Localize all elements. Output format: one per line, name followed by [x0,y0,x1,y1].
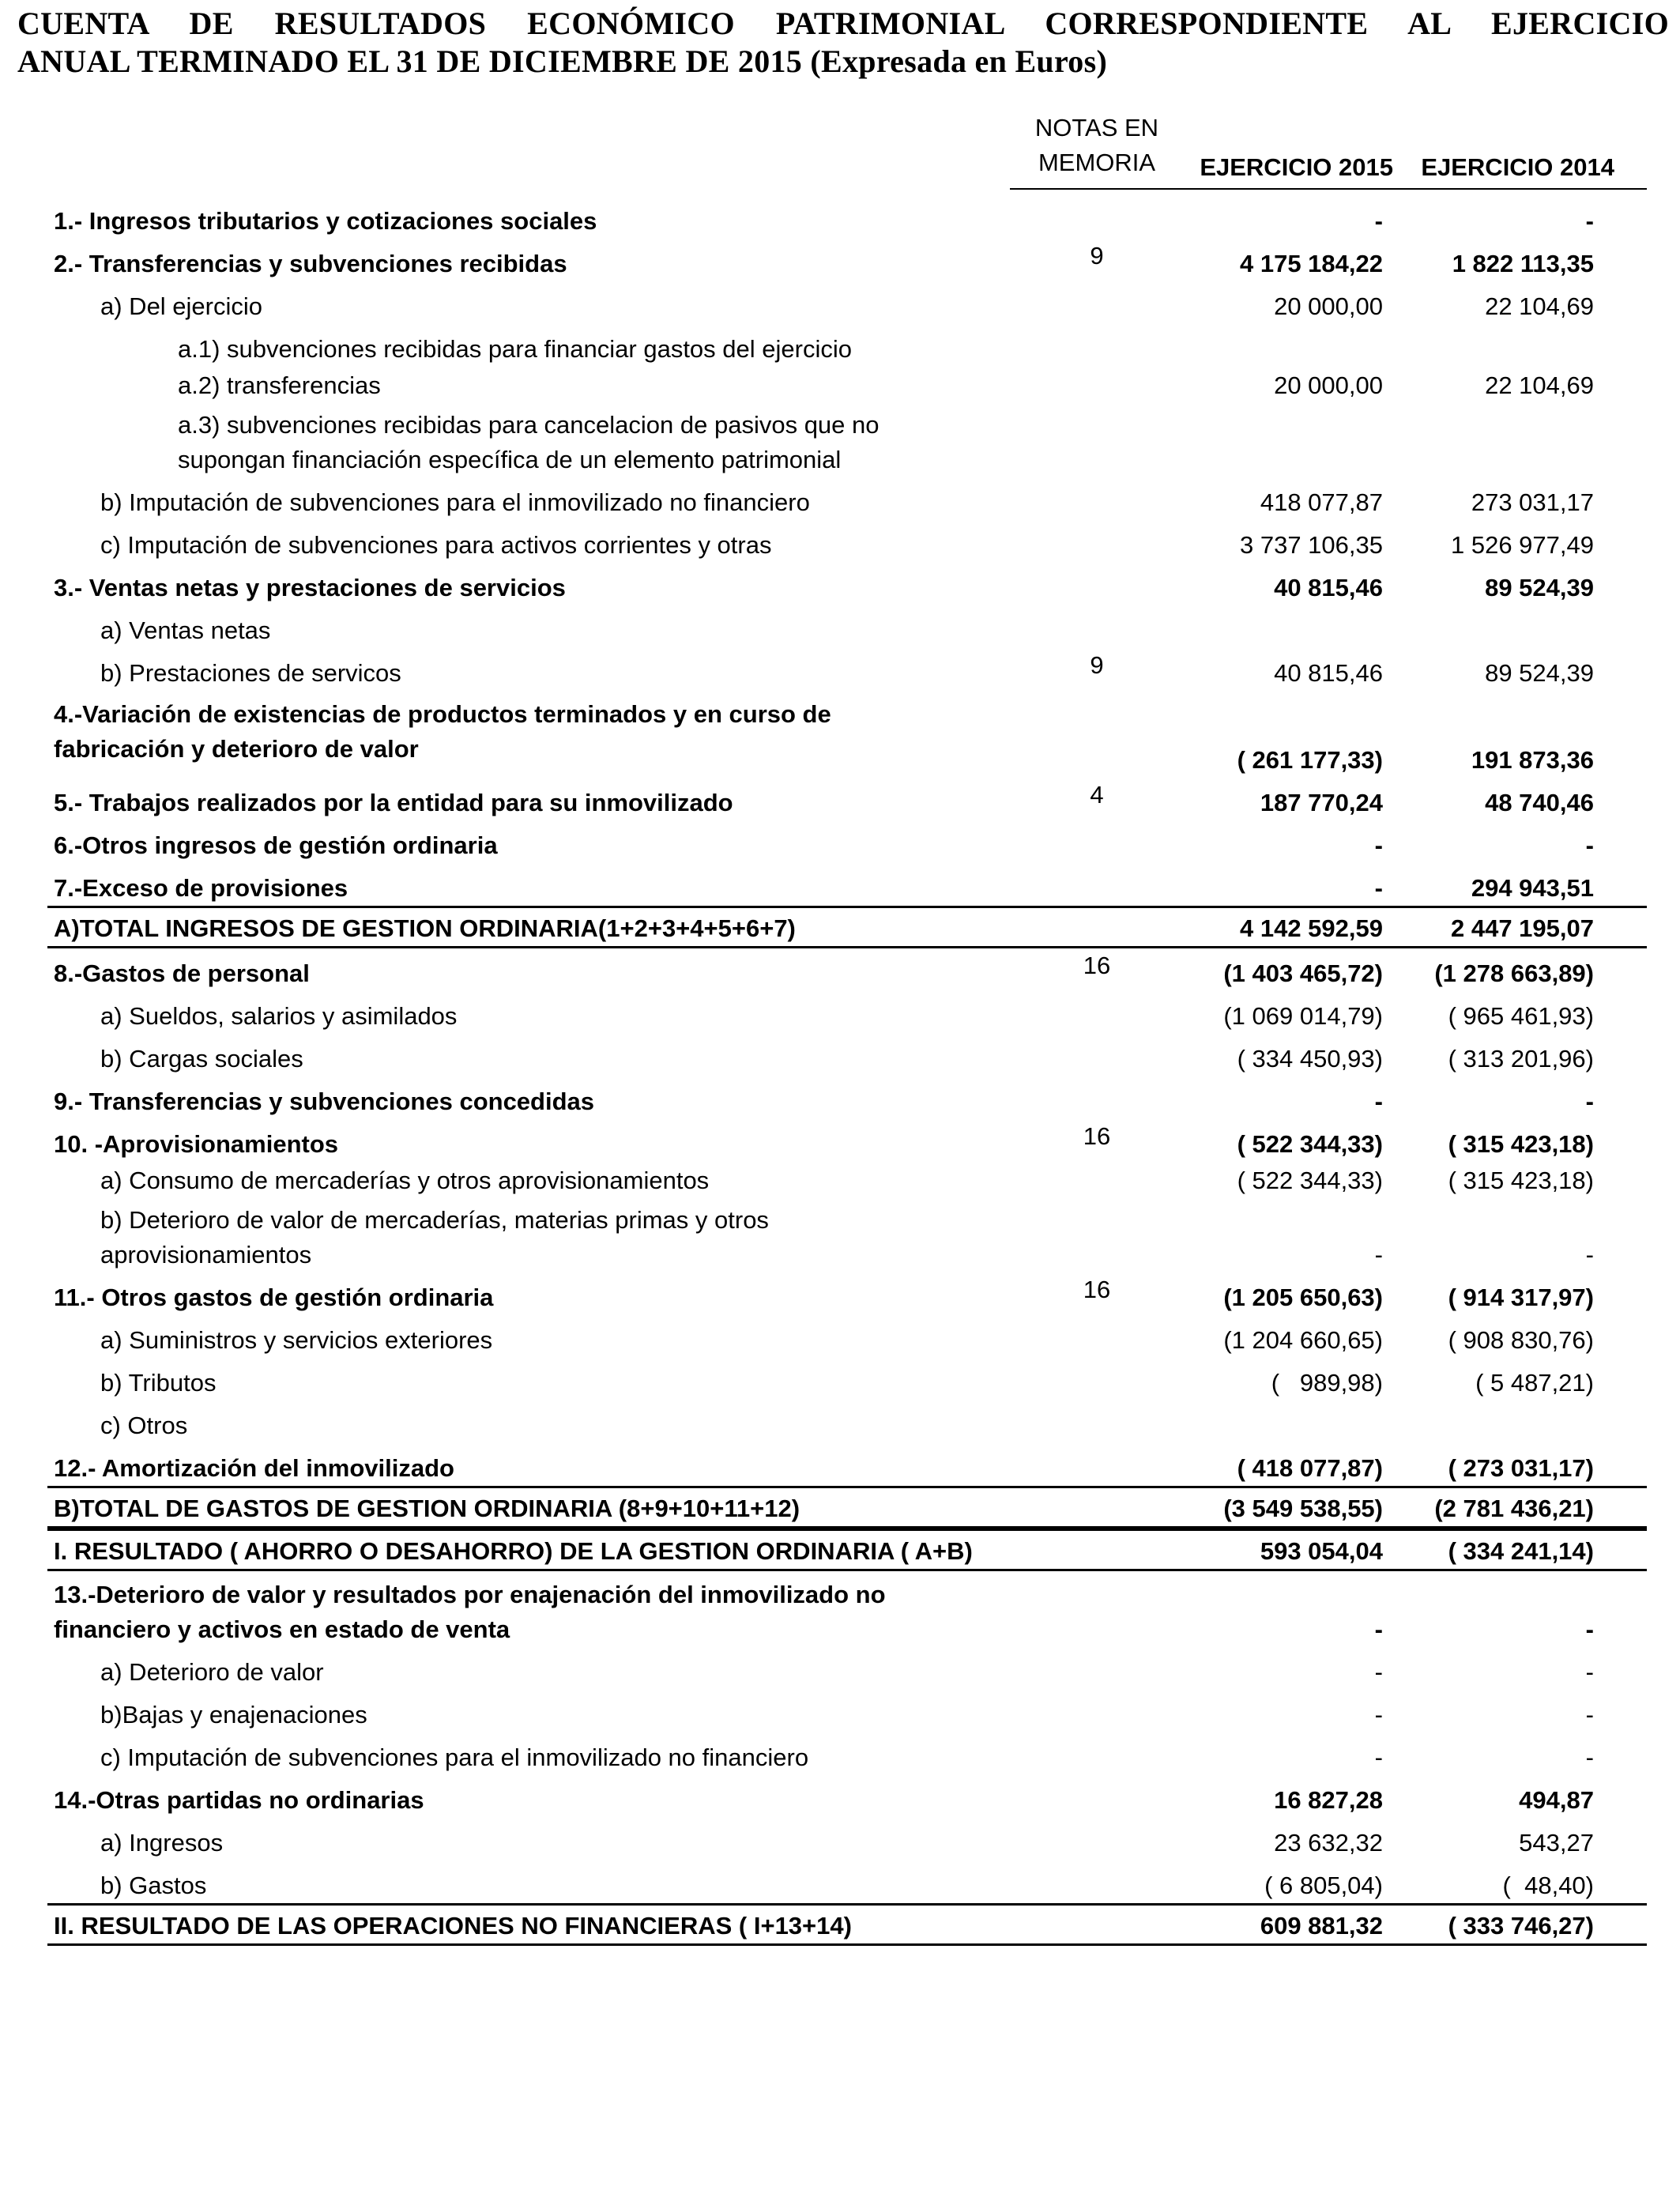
value-2015: - [1374,1088,1383,1115]
row-label-line: 13.-Deterioro de valor y resultados por enajenación del inmovilizado no [54,1581,886,1608]
row-note: 9 [1090,651,1104,679]
row-label [54,247,567,281]
value-2015: - [1374,831,1383,859]
year-2014-column-header: EJERCICIO 2014 [1421,153,1614,181]
row-label [100,1366,216,1400]
row-label [54,1534,973,1569]
value-2015: 20 000,00 [1274,371,1383,399]
table-row [0,820,1680,863]
row-label [100,1868,206,1903]
row-label-line: 5.- Trabajos realizados por la entidad para su inmovilizado [54,789,733,816]
row-label-line: A)TOTAL INGRESOS DE GESTION ORDINARIA(1+2+3+4+5+6+7) [54,914,796,942]
value-2015: 609 881,32 [1260,1912,1383,1940]
total-row [47,906,1647,948]
row-label [100,289,262,324]
table-row [0,1198,1680,1272]
value-2015: 20 000,00 [1274,292,1383,320]
value-2014: 89 524,39 [1485,659,1594,687]
table-row [0,520,1680,563]
row-label-line: financiero y activos en estado de venta [54,1615,510,1643]
row-label [100,1042,303,1076]
value-2015: - [1374,1701,1383,1728]
value-2014: 22 104,69 [1485,292,1594,320]
row-label [100,485,810,520]
row-label-line: 10. -Aprovisionamientos [54,1130,339,1158]
row-label-line: b) Imputación de subvenciones para el inmovilizado no financiero [100,488,810,516]
value-2014: ( 273 031,17) [1448,1454,1594,1482]
value-2014: ( 334 241,14) [1448,1537,1594,1565]
row-label-line: 8.-Gastos de personal [54,959,310,987]
value-2015: 418 077,87 [1260,488,1383,516]
value-2015: 3 737 106,35 [1239,531,1383,559]
table-row [0,1162,1680,1198]
value-2014: 2 447 195,07 [1450,914,1594,942]
value-2015: 4 142 592,59 [1239,914,1383,942]
table-row [0,1076,1680,1119]
row-label [54,1280,493,1315]
row-label [54,1491,800,1526]
table-row [0,605,1680,648]
row-label-line: c) Imputación de subvenciones para el inmovilizado no financiero [100,1744,809,1771]
value-2014: 48 740,46 [1485,789,1594,816]
value-2015: 40 815,46 [1274,659,1383,687]
row-label [178,332,852,367]
row-label [100,1698,367,1732]
table-row [0,778,1680,820]
row-label-line: 4.-Variación de existencias de productos terminados y en curso de [54,700,831,728]
value-2015: 187 770,24 [1260,789,1383,816]
table-row [0,1358,1680,1400]
row-label [54,786,733,820]
value-2014: ( 48,40) [1502,1872,1594,1899]
table-row [0,324,1680,367]
table-row [0,1818,1680,1860]
value-2014: ( 5 487,21) [1475,1369,1594,1397]
value-2014: - [1585,1241,1594,1269]
value-2014: (1 278 663,89) [1434,959,1594,987]
value-2014: ( 315 423,18) [1448,1130,1594,1158]
row-label [54,1451,454,1486]
row-label [54,1084,594,1119]
value-2015: (1 403 465,72) [1223,959,1383,987]
value-2014: (2 781 436,21) [1434,1495,1594,1522]
value-2014: 543,27 [1519,1829,1594,1857]
value-2014: 273 031,17 [1471,488,1594,516]
value-2014: - [1585,1744,1594,1771]
row-label-line: a.1) subvenciones recibidas para financiar gastos del ejercicio [178,335,852,363]
total-row [47,1903,1647,1946]
value-2014: - [1585,1088,1594,1115]
row-label-line: 1.- Ingresos tributarios y cotizaciones sociales [54,207,597,235]
row-label [54,571,566,605]
row-label [100,1826,223,1860]
table-row [0,403,1680,477]
value-2014: ( 315 423,18) [1448,1167,1594,1194]
row-label [100,656,401,691]
value-2014: 294 943,51 [1471,874,1594,902]
row-label-line: a) Del ejercicio [100,292,263,320]
title-line-2: ANUAL TERMINADO EL 31 DE DICIEMBRE DE 2015 (Expresada en Euros) [17,43,1108,79]
value-2015: - [1374,1241,1383,1269]
value-2014: - [1585,1615,1594,1643]
value-2015: ( 989,98) [1271,1369,1383,1397]
value-2015: ( 522 344,33) [1237,1167,1383,1194]
value-2015: 4 175 184,22 [1239,250,1383,277]
value-2015: - [1374,1615,1383,1643]
value-2015: 23 632,32 [1274,1829,1383,1857]
value-2015: - [1374,207,1383,235]
row-label-line: c) Otros [100,1412,188,1439]
title-line-1: CUENTA DE RESULTADOS ECONÓMICO PATRIMONIAL CORRESPONDIENTE AL EJERCICIO [17,6,1669,41]
row-label [54,956,310,991]
value-2014: 494,87 [1519,1786,1594,1814]
table-row [0,1315,1680,1358]
row-label-line: 6.-Otros ingresos de gestión ordinaria [54,831,498,859]
row-label-line: b) Tributos [100,1369,217,1397]
value-2014: 191 873,36 [1471,746,1594,774]
table-row [0,477,1680,520]
value-2015: - [1374,874,1383,902]
value-2015: - [1374,1744,1383,1771]
notes-header-line-2: MEMORIA [1038,149,1156,176]
row-label-line: 7.-Exceso de provisiones [54,874,348,902]
row-label-line: 12.- Amortización del inmovilizado [54,1454,454,1482]
row-label-line: a) Suministros y servicios exteriores [100,1326,493,1354]
table-row [0,281,1680,324]
value-2014: 1 822 113,35 [1452,250,1594,277]
value-2014: - [1585,831,1594,859]
table-row [0,1119,1680,1162]
row-note: 4 [1090,781,1104,809]
table-row [0,1775,1680,1818]
value-2014: ( 914 317,97) [1448,1284,1594,1311]
row-label [100,1740,808,1775]
row-label [54,828,498,863]
row-label-line: 3.- Ventas netas y prestaciones de servicios [54,574,566,601]
row-label [100,1655,324,1690]
row-label [100,528,771,563]
row-label-line: a) Deterioro de valor [100,1658,324,1686]
table-row [0,991,1680,1034]
table-row [0,196,1680,239]
table-row [0,1400,1680,1443]
row-label-line: b) Deterioro de valor de mercaderías, materias primas y otros [100,1206,769,1234]
row-note: 16 [1083,1276,1111,1303]
value-2014: - [1585,207,1594,235]
row-label [100,1163,709,1198]
value-2015: ( 6 805,04) [1264,1872,1383,1899]
table-row [0,563,1680,605]
row-label-line: a) Sueldos, salarios y asimilados [100,1002,458,1030]
value-2015: 40 815,46 [1274,574,1383,601]
row-label-line: 11.- Otros gastos de gestión ordinaria [54,1284,494,1311]
table-row [0,1732,1680,1775]
row-label-line: a.3) subvenciones recibidas para cancelacion de pasivos que no [178,411,880,439]
row-label-line: 14.-Otras partidas no ordinarias [54,1786,424,1814]
value-2015: ( 334 450,93) [1237,1045,1383,1072]
total-row [47,1529,1647,1571]
value-2015: ( 522 344,33) [1237,1130,1383,1158]
row-label-line: aprovisionamientos [100,1241,312,1269]
table-row [0,1571,1680,1647]
value-2015: ( 261 177,33) [1237,746,1383,774]
value-2015: 593 054,04 [1260,1537,1383,1565]
value-2014: - [1585,1658,1594,1686]
table-row [0,948,1680,991]
row-label-line: b)Bajas y enajenaciones [100,1701,367,1728]
row-label-line: a) Ingresos [100,1829,224,1857]
row-label [100,999,457,1034]
table-row [0,1034,1680,1076]
table-row [0,1690,1680,1732]
year-2015-column-header: EJERCICIO 2015 [1200,153,1393,181]
table-row [0,863,1680,906]
value-2015: (1 205 650,63) [1223,1284,1383,1311]
row-note: 9 [1090,242,1104,270]
row-label-line: a.2) transferencias [178,371,381,399]
row-label-line: fabricación y deterioro de valor [54,735,419,763]
row-label [54,204,597,239]
row-label [100,1203,769,1272]
row-label [54,911,796,946]
value-2015: - [1374,1658,1383,1686]
row-label [178,368,381,403]
row-label [100,613,270,648]
table-row [0,1860,1680,1903]
table-row [0,239,1680,281]
table-row [0,1647,1680,1690]
row-label-line: b) Prestaciones de servicos [100,659,401,687]
value-2015: (1 069 014,79) [1223,1002,1383,1030]
table-row [0,1443,1680,1486]
row-label-line: II. RESULTADO DE LAS OPERACIONES NO FINANCIERAS ( I+13+14) [54,1912,852,1940]
row-label [178,408,880,477]
value-2014: ( 965 461,93) [1448,1002,1594,1030]
value-2014: 22 104,69 [1485,371,1594,399]
value-2014: - [1585,1701,1594,1728]
value-2014: 1 526 977,49 [1450,531,1594,559]
notes-header-line-1: NOTAS EN [1034,114,1159,141]
value-2014: 89 524,39 [1485,574,1594,601]
value-2015: (3 549 538,55) [1223,1495,1383,1522]
row-label [100,1323,492,1358]
value-2015: ( 418 077,87) [1237,1454,1383,1482]
value-2015: 16 827,28 [1274,1786,1383,1814]
row-label [54,697,831,767]
total-row [47,1486,1647,1529]
row-label [54,1909,852,1943]
table-row [0,691,1680,778]
table-row [0,648,1680,691]
row-label [54,1578,886,1647]
row-label-line: c) Imputación de subvenciones para activos corrientes y otras [100,531,772,559]
row-label-line: b) Cargas sociales [100,1045,303,1072]
row-label-line: a) Consumo de mercaderías y otros aprovisionamientos [100,1167,710,1194]
row-label [54,871,348,906]
value-2014: ( 313 201,96) [1448,1045,1594,1072]
value-2014: ( 333 746,27) [1448,1912,1594,1940]
row-label [54,1783,424,1818]
value-2015: (1 204 660,65) [1223,1326,1383,1354]
row-label-line: 9.- Transferencias y subvenciones concedidas [54,1088,595,1115]
row-note: 16 [1083,952,1111,979]
row-label [100,1408,187,1443]
row-note: 16 [1083,1122,1111,1150]
table-row [0,367,1680,403]
row-label-line: I. RESULTADO ( AHORRO O DESAHORRO) DE LA GESTION ORDINARIA ( A+B) [54,1537,973,1565]
row-label-line: B)TOTAL DE GASTOS DE GESTION ORDINARIA (8+9+10+11+12) [54,1495,800,1522]
row-label-line: supongan financiación específica de un elemento patrimonial [178,446,842,473]
row-label [54,1127,338,1162]
table-row [0,1272,1680,1315]
row-label-line: b) Gastos [100,1872,207,1899]
row-label-line: a) Ventas netas [100,616,271,644]
row-label-line: 2.- Transferencias y subvenciones recibidas [54,250,567,277]
value-2014: ( 908 830,76) [1448,1326,1594,1354]
